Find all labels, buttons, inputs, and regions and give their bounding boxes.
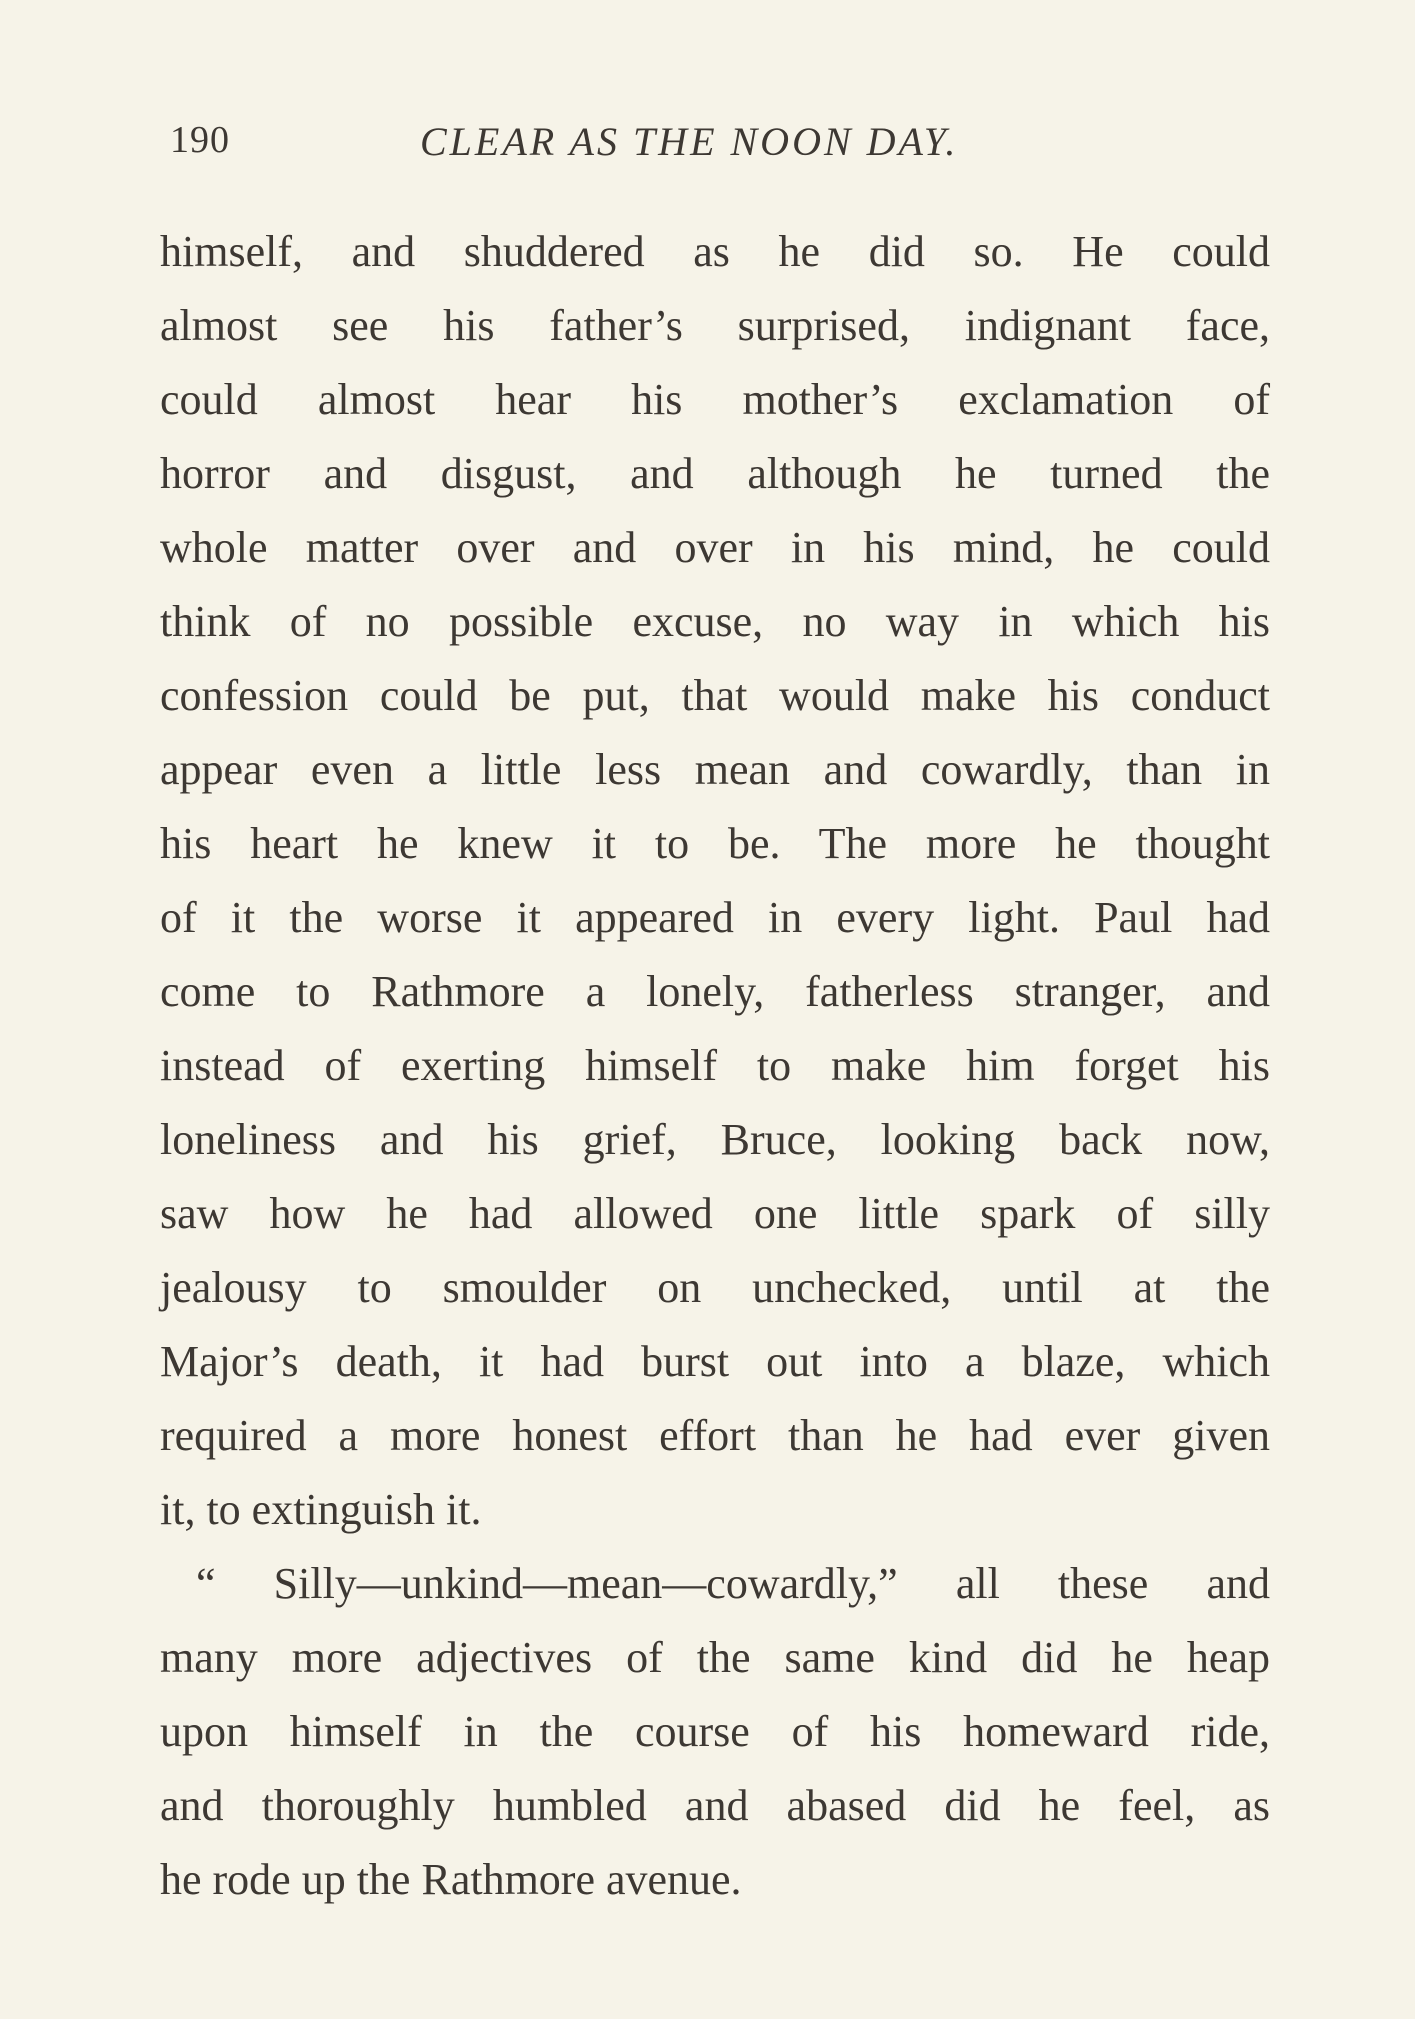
text-line: saw how he had allowed one little spark of silly — [160, 1189, 1270, 1238]
text-line: confession could be put, that would make his conduct — [160, 671, 1270, 720]
text-line: himself, and shuddered as he did so. He could — [160, 227, 1270, 276]
text-line: upon himself in the course of his homeward ride, — [160, 1707, 1270, 1756]
body-text — [160, 215, 1270, 1917]
text-line: “ Silly—unkind—mean—cowardly,” all these and — [196, 1559, 1270, 1608]
running-head — [170, 118, 1280, 178]
text-line: whole matter over and over in his mind, he could — [160, 523, 1270, 572]
text-line: come to Rathmore a lonely, fatherless stranger, and — [160, 967, 1270, 1016]
text-line: it, to extinguish it. — [160, 1485, 482, 1534]
text-line: think of no possible excuse, no way in which his — [160, 597, 1270, 646]
text-line: instead of exerting himself to make him forget his — [160, 1041, 1270, 1090]
text-line: horror and disgust, and although he turned the — [160, 449, 1270, 498]
text-line: of it the worse it appeared in every light. Paul had — [160, 893, 1270, 942]
text-line: and thoroughly humbled and abased did he feel, as — [160, 1781, 1270, 1830]
text-line: he rode up the Rathmore avenue. — [160, 1855, 742, 1904]
text-line: loneliness and his grief, Bruce, looking back now, — [160, 1115, 1270, 1164]
text-line: could almost hear his mother’s exclamation of — [160, 375, 1270, 424]
text-line: jealousy to smoulder on unchecked, until at the — [160, 1263, 1270, 1312]
text-line: Major’s death, it had burst out into a blaze, which — [160, 1337, 1270, 1386]
text-line: almost see his father’s surprised, indignant face, — [160, 301, 1270, 350]
text-line: his heart he knew it to be. The more he thought — [160, 819, 1270, 868]
text-line: many more adjectives of the same kind did he heap — [160, 1633, 1270, 1682]
text-line: required a more honest effort than he had ever given — [160, 1411, 1270, 1460]
text-line: appear even a little less mean and cowardly, than in — [160, 745, 1270, 794]
page-number: 190 — [170, 119, 230, 161]
running-title: CLEAR AS THE NOON DAY. — [420, 119, 959, 164]
